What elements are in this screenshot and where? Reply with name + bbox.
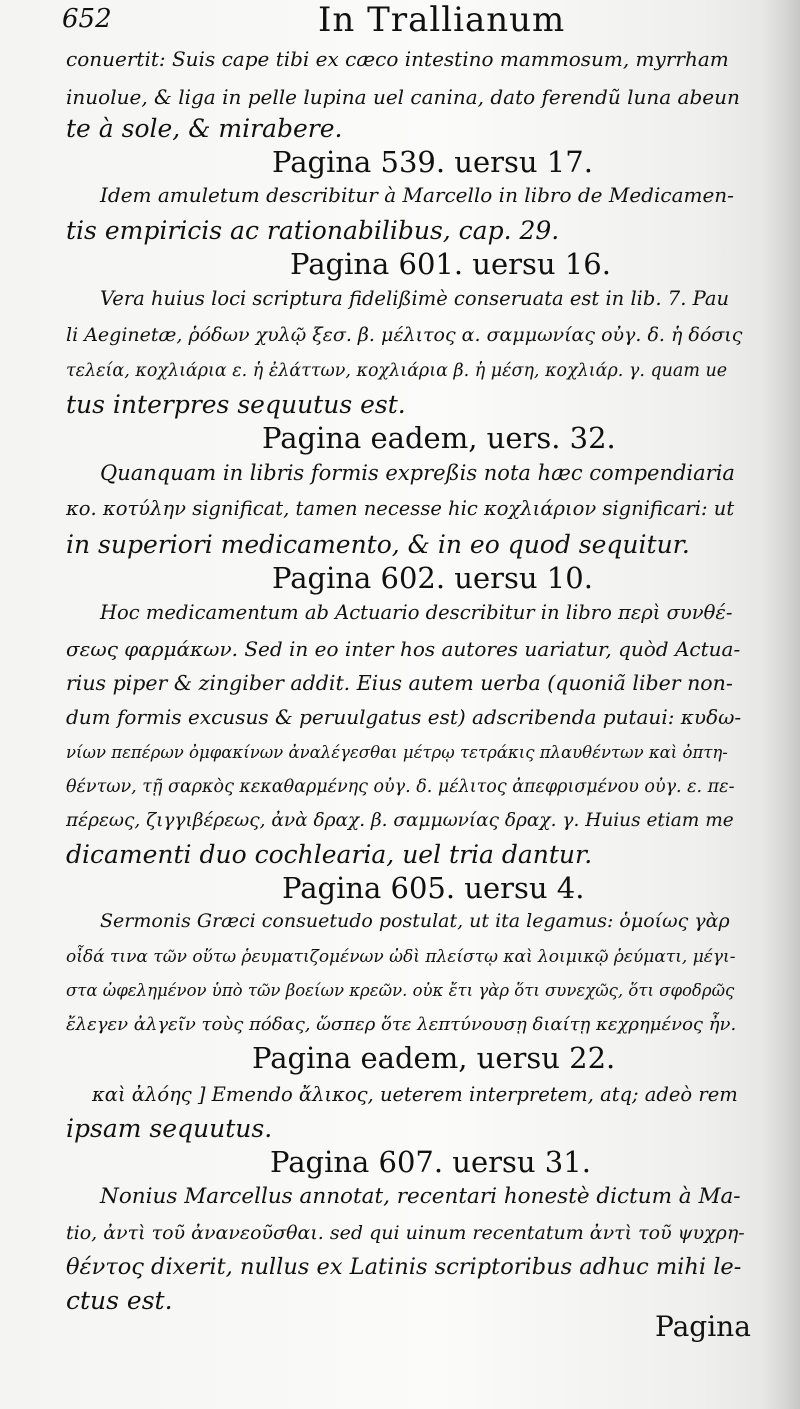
text-line: καὶ ἀλόης ] Emendo ἄλικος, ueterem interpretem, atq; adeò rem: [92, 1083, 738, 1106]
text-line: dum formis excusus & peruulgatus est) adscribenda putaui: κυδω-: [66, 705, 742, 729]
section-heading: Pagina 601. uersu 16.: [290, 247, 611, 281]
page-edge-shadow: [762, 0, 800, 1409]
text-line: ipsam sequutus.: [66, 1114, 273, 1143]
text-line: Nonius Marcellus annotat, recentari honestè dictum à Ma-: [100, 1184, 741, 1209]
section-heading: Pagina eadem, uersu 22.: [252, 1041, 616, 1075]
section-heading: Pagina 602. uersu 10.: [272, 561, 593, 595]
text-line: dicamenti duo cochlearia, uel tria dantur.: [66, 840, 593, 869]
text-line: Hoc medicamentum ab Actuario describitur in libro περὶ συνθέ-: [100, 601, 733, 624]
text-line: Sermonis Græci consuetudo postulat, ut ita legamus: ὁμοίως γὰρ: [100, 910, 730, 932]
section-heading: Pagina 539. uersu 17.: [272, 145, 593, 179]
text-line: Vera huius loci scriptura fidelißimè conseruata est in lib. 7. Pau: [100, 287, 730, 310]
text-line: Quanquam in libris formis expreßis nota hæc compendiaria: [100, 461, 735, 485]
text-line: τελεία, κοχλιάρια ε. ἡ ἐλάττων, κοχλιάρια β. ἡ μέση, κοχλιάρ. γ. quam ue: [66, 361, 728, 381]
text-line: rius piper & zingiber addit. Eius autem uerba (quoniã liber non-: [66, 671, 733, 695]
text-line: στα ὠφελημένον ὑπὸ τῶν βοείων κρεῶν. οὐκ ἔτι γὰρ ὅτι συνεχῶς, ὅτι σφοδρῶς: [66, 981, 735, 1000]
text-line: Idem amuletum describitur à Marcello in libro de Medicamen-: [100, 183, 734, 207]
text-line: conuertit: Suis cape tibi ex cæco intestino mammosum, myrrham: [66, 47, 729, 71]
text-line: κο. κοτύλην significat, tamen necesse hic κοχλιάριον significari: ut: [66, 497, 735, 520]
text-line: θέντος dixerit, nullus ex Latinis scriptoribus adhuc mihi le-: [66, 1254, 742, 1280]
text-line: in superiori medicamento, & in eo quod sequitur.: [66, 530, 690, 559]
page-number: 652: [62, 4, 112, 34]
catchword: Pagina: [655, 1310, 751, 1343]
text-line: li Aeginetæ, ῥόδων χυλῷ ξεσ. β. μέλιτος α. σαμμωνίας οὐγ. δ. ἡ δόσις: [66, 324, 743, 346]
text-line: σεως φαρμάκων. Sed in eo inter hos autores uariatur, quòd Actua-: [66, 637, 741, 661]
text-line: νίων πεπέρων ὀμφακίνων ἀναλέγεσθαι μέτρῳ τετράκις πλαυθέντων καὶ ὀπτη-: [66, 743, 728, 762]
text-line: θέντων, τῇ σαρκὸς κεκαθαρμένης οὐγ. δ. μέλιτος ἀπεφρισμένου οὐγ. ε. πε-: [66, 777, 735, 797]
text-line: tio, ἀντὶ τοῦ ἀνανεοῦσθαι. sed qui uinum recentatum ἀντὶ τοῦ ψυχρη-: [66, 1222, 745, 1244]
text-line: πέρεως, ζιγγιβέρεως, ἀνὰ δραχ. β. σαμμωνίας δραχ. γ. Huius etiam me: [66, 810, 734, 831]
text-line: tis empiricis ac rationabilibus, cap. 29.: [66, 216, 560, 245]
text-line: ctus est.: [66, 1286, 173, 1315]
text-line: οἶδά τινα τῶν οὕτω ῥευματιζομένων ὠδὶ πλείστῳ καὶ λοιμικῷ ῥεύματι, μέγι-: [66, 947, 736, 967]
section-heading: Pagina eadem, uers. 32.: [262, 421, 616, 455]
text-line: tus interpres sequutus est.: [66, 390, 406, 419]
text-line: inuolue, & liga in pelle lupina uel canina, dato ferendũ luna abeun: [66, 85, 740, 109]
running-head: In Trallianum: [318, 0, 566, 40]
section-heading: Pagina 605. uersu 4.: [282, 871, 585, 905]
text-line: ἔλεγεν ἀλγεῖν τοὺς πόδας, ὥσπερ ὅτε λεπτύνουσῃ διαίτῃ κεχρημένος ἦν.: [66, 1014, 737, 1035]
section-heading: Pagina 607. uersu 31.: [270, 1145, 591, 1179]
text-line: te à sole, & mirabere.: [66, 114, 343, 143]
